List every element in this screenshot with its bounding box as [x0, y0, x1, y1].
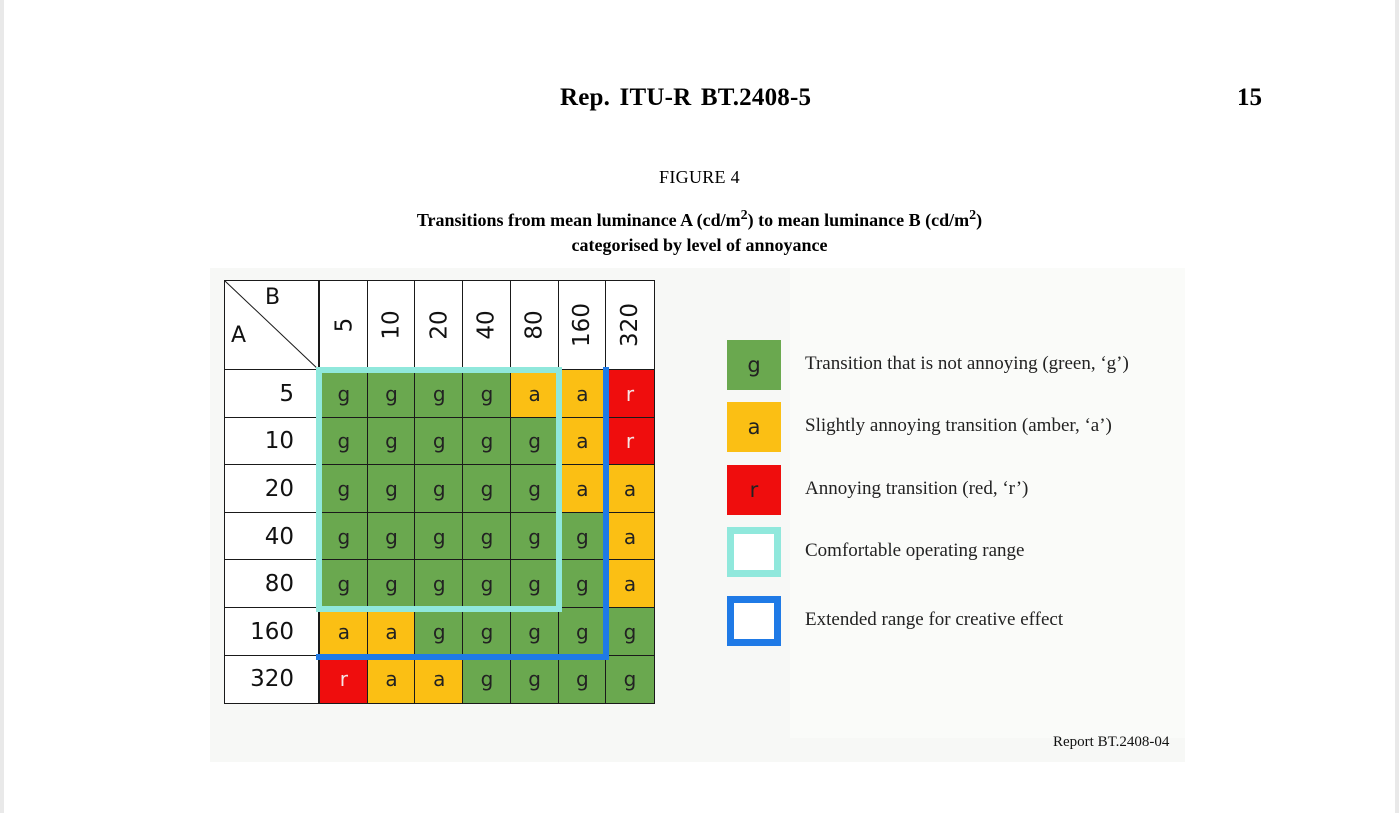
caption-line2: categorised by level of annoyance — [571, 235, 828, 255]
legend-swatch: g — [727, 340, 781, 390]
column-header-label: 5 — [330, 317, 357, 333]
figure-label: FIGURE 4 — [659, 167, 740, 187]
legend-background — [790, 268, 1185, 738]
table-cell: g — [510, 512, 560, 562]
legend-text: Comfortable operating range — [805, 540, 1025, 561]
transition-table — [224, 280, 660, 710]
table-cell: r — [319, 655, 369, 705]
table-cell: g — [462, 369, 512, 419]
column-header-label: 20 — [426, 310, 453, 340]
table-cell: g — [414, 559, 464, 609]
table-cell: g — [510, 417, 560, 467]
row-header-320: 320 — [224, 655, 319, 705]
caption-line1-post: ) — [976, 210, 983, 230]
row-header-40: 40 — [224, 512, 319, 562]
table-cell: g — [462, 464, 512, 514]
table-cell: g — [367, 512, 417, 562]
table-cell: g — [319, 464, 369, 514]
table-cell: g — [414, 417, 464, 467]
table-cell: g — [414, 607, 464, 657]
table-cell: g — [510, 607, 560, 657]
table-cell: a — [605, 559, 655, 609]
column-axis-label: B — [265, 285, 281, 310]
row-header-10: 10 — [224, 417, 319, 467]
table-cell: g — [367, 559, 417, 609]
column-header-40 — [462, 280, 512, 370]
table-cell: g — [462, 417, 512, 467]
column-header-160 — [558, 280, 608, 370]
table-cell: a — [605, 464, 655, 514]
row-axis-label: A — [231, 323, 247, 348]
table-cell: g — [319, 512, 369, 562]
row-header-160: 160 — [224, 607, 319, 657]
figure-reference: Report BT.2408-04 — [1053, 734, 1170, 750]
table-cell: g — [319, 417, 369, 467]
table-cell: g — [510, 559, 560, 609]
legend-text: Slightly annoying transition (amber, ‘a’) — [805, 415, 1112, 436]
table-cell: a — [605, 512, 655, 562]
legend-text: Transition that is not annoying (green, ‘g’) — [805, 353, 1129, 374]
table-cell: g — [558, 559, 608, 609]
table-cell: a — [558, 369, 608, 419]
legend-swatch: a — [727, 402, 781, 452]
table-cell: r — [605, 417, 655, 467]
table-cell: g — [367, 464, 417, 514]
column-header-80 — [510, 280, 560, 370]
column-header-20 — [414, 280, 464, 370]
row-header-20: 20 — [224, 464, 319, 514]
table-cell: g — [605, 655, 655, 705]
column-header-label: 80 — [521, 310, 548, 340]
table-cell: a — [414, 655, 464, 705]
table-corner-cell — [224, 280, 319, 370]
legend-text: Extended range for creative effect — [805, 609, 1064, 630]
column-header-10 — [367, 280, 417, 370]
table-cell: g — [367, 417, 417, 467]
table-cell: g — [414, 369, 464, 419]
row-header-80: 80 — [224, 559, 319, 609]
table-cell: a — [367, 607, 417, 657]
column-header-label: 10 — [378, 310, 405, 340]
caption-sup2: 2 — [969, 208, 977, 223]
column-header-label: 40 — [473, 310, 500, 340]
table-cell: a — [558, 417, 608, 467]
table-cell: g — [319, 369, 369, 419]
column-header-label: 320 — [617, 303, 644, 347]
caption-sup1: 2 — [740, 208, 748, 223]
table-cell: g — [319, 559, 369, 609]
table-cell: g — [605, 607, 655, 657]
table-cell: g — [414, 512, 464, 562]
report-header-title: Rep. ITU-R BT.2408-5 — [560, 84, 812, 111]
table-cell: r — [605, 369, 655, 419]
table-cell: g — [367, 369, 417, 419]
column-header-320 — [605, 280, 655, 370]
table-cell: g — [558, 607, 608, 657]
table-cell: g — [462, 559, 512, 609]
row-header-5: 5 — [224, 369, 319, 419]
column-header-label: 160 — [569, 303, 596, 347]
caption-line1-pre: Transitions from mean luminance A (cd/m — [416, 210, 741, 230]
table-cell: g — [462, 512, 512, 562]
legend-swatch — [727, 527, 781, 577]
legend-text: Annoying transition (red, ‘r’) — [805, 478, 1029, 499]
caption-line1-mid: ) to mean luminance B (cd/m — [747, 210, 970, 230]
page-number: 15 — [1237, 84, 1262, 111]
table-cell: g — [558, 655, 608, 705]
table-cell: g — [510, 464, 560, 514]
table-cell: g — [510, 655, 560, 705]
column-header-5 — [319, 280, 369, 370]
legend-swatch: r — [727, 465, 781, 515]
table-cell: a — [367, 655, 417, 705]
table-cell: a — [319, 607, 369, 657]
figure-caption — [4, 203, 1395, 258]
table-cell: g — [414, 464, 464, 514]
legend-swatch — [727, 596, 781, 646]
table-cell: a — [510, 369, 560, 419]
table-cell: a — [558, 464, 608, 514]
table-cell: g — [462, 607, 512, 657]
table-cell: g — [558, 512, 608, 562]
table-cell: g — [462, 655, 512, 705]
